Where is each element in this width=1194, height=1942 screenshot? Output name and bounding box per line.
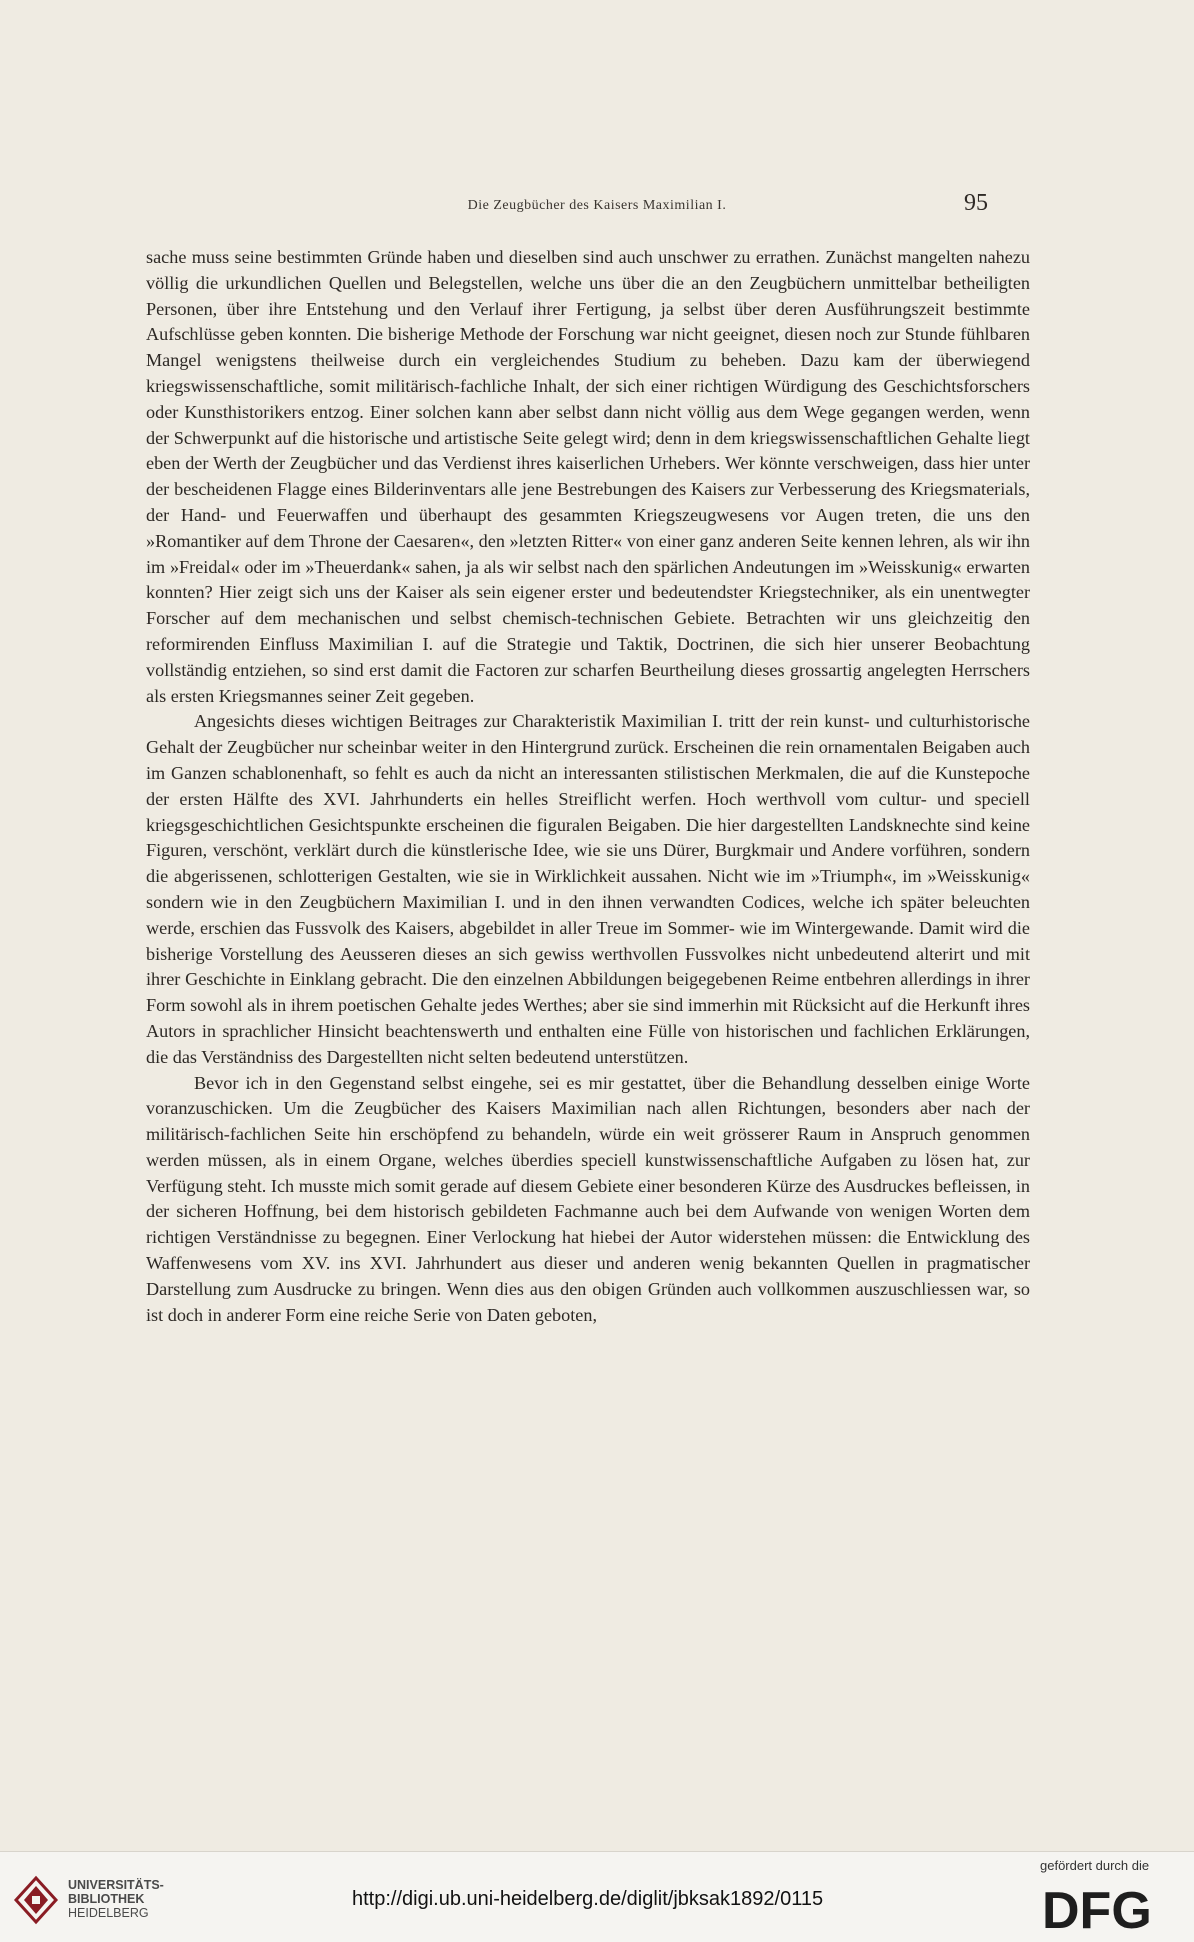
paragraph: Angesichts dieses wichtigen Beitrages zur Charakteristik Maximilian I. tritt der rein kunst- und culturhistorische Gehalt der Zeugbücher nur scheinbar weiter in den Hintergrund zurück. Erscheinen die rein ornamentalen Beigaben auch im Ganzen schablonenhaft, so fehlt es auch da nicht an interessanten stilistischen Merkmalen, die auf die Kunstepoche der ersten Hälfte des XVI. Jahrhunderts ein helles Streiflicht werfen. Hoch werthvoll vom cultur- und speciell kriegsgeschichtlichen Gesichtspunkte erscheinen die figuralen Beigaben. Die hier dargestellten Landsknechte sind keine Figuren, verschönt, verklärt durch die künstlerische Idee, wie sie uns Dürer, Burgkmair und Andere vorführen, sondern die abgerissenen, schlotterigen Gestalten, wie sie in Wirklichkeit aussahen. Nicht wie im »Triumph«, im »Weisskunig« sondern wie in den Zeugbüchern Maximilian I. und in den ihnen verwandten Codices, welche ich später beleuchten werde, erschien das Fussvolk des Kaisers, abgebildet in aller Treue im Sommer- wie im Wintergewande. Damit wird die bisherige Vorstellung des Aeusseren dieses an sich gewiss werthvollen Fussvolkes nicht unbedeutend alterirt und mit ihrer Geschichte in Einklang gebracht. Die den einzelnen Abbildungen beigegebenen Reime entbehren allerdings in ihrer Form sowohl als in ihrem poetischen Gehalte jedes Werthes; aber sie sind immerhin mit Rücksicht auf die Herkunft ihres Autors in sprachlicher Hinsicht beachtenswerth und enthalten eine Fülle von historischen und fachlichen Erklärungen, die das Verständniss des Dargestellten nicht selten bedeutend unterstützen.	[146, 711, 1030, 1067]
sponsor-text: gefördert durch die	[1040, 1858, 1150, 1873]
svg-text:DFG: DFG	[1042, 1882, 1152, 1934]
library-name: UNIVERSITÄTS- BIBLIOTHEK HEIDELBERG	[68, 1878, 164, 1920]
paragraph: sache muss seine bestimmten Gründe haben und dieselben sind auch unschwer zu errathen. Zunächst mangelten nahezu völlig die urkundlichen Quellen und Belegstellen, welche uns über die an den Zeugbüchern unmittelbar betheiligten Personen, über ihre Entstehung und den Verlauf ihrer Fertigung, ja selbst über deren Ausführungszeit bestimmte Aufschlüsse geben konnten. Die bisherige Methode der Forschung war nicht geeignet, diesen noch zur Stunde fühlbaren Mangel wenigstens theilweise durch ein vergleichendes Studium zu beheben. Dazu kam der überwiegend kriegswissenschaftliche, somit militärisch-fachliche Inhalt, der sich einer richtigen Würdigung des Geschichtsforschers oder Kunsthistorikers entzog. Einer solchen kann aber selbst dann nicht völlig aus dem Wege gegangen werden, wenn der Schwerpunkt auf die historische und artistische Seite gelegt wird; denn in dem kriegswissenschaftlichen Gehalte liegt eben der Werth der Zeugbücher und das Verdienst ihres kaiserlichen Urhebers. Wer könnte verschweigen, dass hier unter der bescheidenen Flagge eines Bilderinventars alle jene Bestrebungen des Kaisers zur Verbesserung des Kriegsmaterials, der Hand- und Feuerwaffen und überhaupt des gesammten Kriegszeugwesens vor Augen treten, die uns den »Romantiker auf dem Throne der Caesaren«, den »letzten Ritter« von einer ganz anderen Seite kennen lehren, als wir ihn im »Freidal« oder im »Theuerdank« sahen, ja als wir selbst nach den spärlichen Andeutungen im »Weisskunig« erwarten konnten? Hier zeigt sich uns der Kaiser als sein eigener erster und bedeutendster Kriegstechniker, als ein unentwegter Forscher auf dem mechanischen und selbst chemisch-technischen Gebiete. Betrachten wir uns gleichzeitig den reformirenden Einfluss Maximilian I. auf die Strategie und Taktik, Doctrinen, die sich hier unserer Beobachtung vollständig entziehen, so sind erst damit die Factoren zur scharfen Beurtheilung dieses grossartig angelegten Herrschers als ersten Kriegsmannes seiner Zeit gegeben.	[146, 247, 1030, 706]
page-number: 95	[964, 190, 988, 216]
running-title: Die Zeugbücher des Kaisers Maximilian I.	[467, 198, 727, 213]
permalink-url[interactable]: http://digi.ub.uni-heidelberg.de/diglit/jbksak1892/0115	[352, 1888, 824, 1910]
footer-bar	[0, 1851, 1194, 1942]
body-text	[146, 245, 1030, 1328]
dfg-logo-icon	[1042, 1880, 1182, 1934]
paragraph: Bevor ich in den Gegenstand selbst eingehe, sei es mir gestattet, über die Behandlung desselben einige Worte voranzuschicken. Um die Zeugbücher des Kaisers Maximilian nach allen Richtungen, besonders aber nach der militärisch-fachlichen Seite hin erschöpfend zu behandeln, würde ein weit grösserer Raum in Anspruch genommen werden müssen, als in einem Organe, welches überdies speciell kunstwissenschaftliche Aufgaben zu lösen hat, zur Verfügung steht. Ich musste mich somit gerade auf diesem Gebiete einer besonderen Kürze des Ausdruckes befleissen, in der sicheren Hoffnung, bei dem historisch gebildeten Fachmanne auch bei dem Aufwande von wenigen Worten dem richtigen Verständnisse zu begegnen. Einer Verlockung hat hiebei der Autor widerstehen müssen: die Entwicklung des Waffenwesens vom XV. ins XVI. Jahrhundert aus dieser und anderen wenig bekannten Quellen in pragmatischer Darstellung zum Ausdrucke zu bringen. Wenn dies aus den obigen Gründen auch vollkommen auszuschliessen war, so ist doch in anderer Form eine reiche Serie von Daten geboten,	[146, 1072, 1030, 1325]
university-library-logo-icon	[10, 1874, 62, 1926]
